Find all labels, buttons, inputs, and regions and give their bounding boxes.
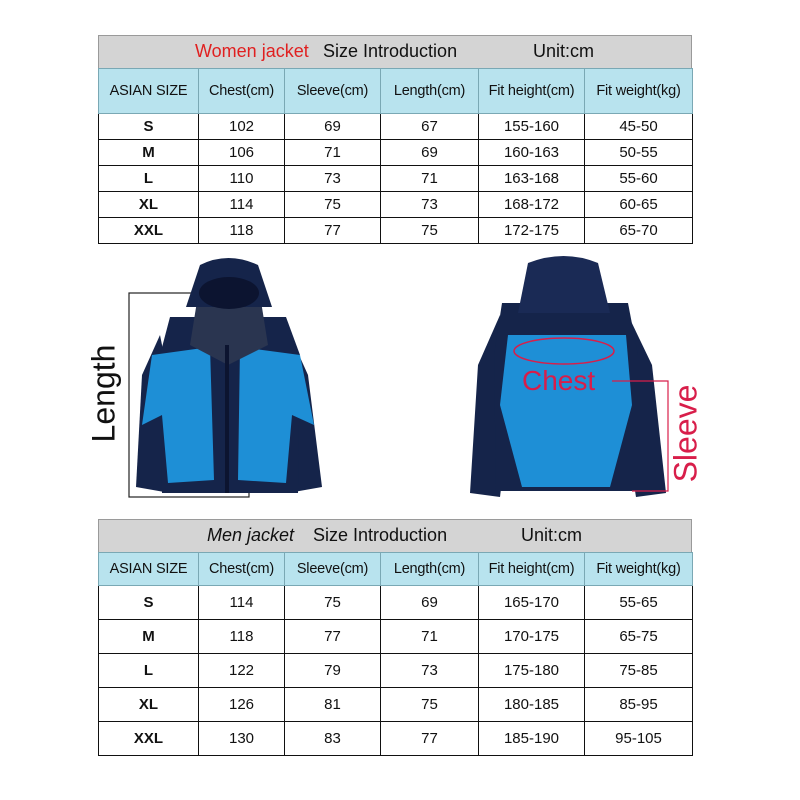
sleeve-cell: 75 — [285, 192, 381, 218]
women-table-title-bar — [98, 35, 692, 68]
header-sleeve: Sleeve(cm) — [285, 69, 381, 114]
header-chest: Chest(cm) — [199, 69, 285, 114]
size-cell: M — [99, 140, 199, 166]
sleeve-cell: 81 — [285, 688, 381, 722]
length-cell: 75 — [381, 218, 479, 244]
chest-cell: 118 — [199, 620, 285, 654]
chest-cell: 102 — [199, 114, 285, 140]
length-cell: 69 — [381, 140, 479, 166]
men-table-title-suffix: Size Introduction — [313, 525, 448, 545]
size-cell: XXL — [99, 218, 199, 244]
men-size-table — [98, 519, 692, 756]
fit-height-cell: 180-185 — [479, 688, 585, 722]
length-cell: 73 — [381, 192, 479, 218]
chest-cell: 114 — [199, 192, 285, 218]
fit-weight-cell: 65-75 — [585, 620, 693, 654]
men-size-grid — [98, 552, 693, 756]
size-cell: XL — [99, 192, 199, 218]
length-cell: 77 — [381, 722, 479, 756]
sleeve-cell: 79 — [285, 654, 381, 688]
table-row — [99, 688, 693, 722]
chest-cell: 114 — [199, 586, 285, 620]
chest-cell: 130 — [199, 722, 285, 756]
fit-height-cell: 172-175 — [479, 218, 585, 244]
sleeve-cell: 83 — [285, 722, 381, 756]
fit-weight-cell: 55-65 — [585, 586, 693, 620]
table-row — [99, 586, 693, 620]
women-table-unit: Unit:cm — [533, 41, 595, 61]
table-row — [99, 722, 693, 756]
length-cell: 69 — [381, 586, 479, 620]
fit-weight-cell: 60-65 — [585, 192, 693, 218]
fit-height-cell: 155-160 — [479, 114, 585, 140]
fit-weight-cell: 45-50 — [585, 114, 693, 140]
table-row — [99, 192, 693, 218]
header-sleeve: Sleeve(cm) — [285, 553, 381, 586]
fit-weight-cell: 95-105 — [585, 722, 693, 756]
sleeve-cell: 77 — [285, 218, 381, 244]
header-asian-size: ASIAN SIZE — [99, 553, 199, 586]
women-header-row — [99, 69, 693, 114]
fit-height-cell: 165-170 — [479, 586, 585, 620]
table-row — [99, 218, 693, 244]
men-table-title-bar — [98, 519, 692, 552]
table-row — [99, 166, 693, 192]
header-fit-weight: Fit weight(kg) — [585, 69, 693, 114]
header-fit-height: Fit height(cm) — [479, 553, 585, 586]
fit-height-cell: 185-190 — [479, 722, 585, 756]
fit-weight-cell: 75-85 — [585, 654, 693, 688]
fit-weight-cell: 55-60 — [585, 166, 693, 192]
size-cell: L — [99, 166, 199, 192]
chest-cell: 106 — [199, 140, 285, 166]
size-cell: XXL — [99, 722, 199, 756]
chest-cell: 110 — [199, 166, 285, 192]
fit-height-cell: 168-172 — [479, 192, 585, 218]
sleeve-cell: 71 — [285, 140, 381, 166]
length-label: Length — [85, 344, 122, 443]
fit-height-cell: 170-175 — [479, 620, 585, 654]
jacket-front-illustration — [90, 255, 360, 505]
fit-weight-cell: 65-70 — [585, 218, 693, 244]
chest-cell: 126 — [199, 688, 285, 722]
size-cell: XL — [99, 688, 199, 722]
length-cell: 75 — [381, 688, 479, 722]
header-chest: Chest(cm) — [199, 553, 285, 586]
header-length: Length(cm) — [381, 553, 479, 586]
header-fit-weight: Fit weight(kg) — [585, 553, 693, 586]
women-table-title: Women jacket — [195, 41, 309, 61]
sleeve-cell: 73 — [285, 166, 381, 192]
men-header-row — [99, 553, 693, 586]
fit-height-cell: 160-163 — [479, 140, 585, 166]
sleeve-cell: 77 — [285, 620, 381, 654]
chest-label: Chest — [522, 365, 596, 396]
sleeve-cell: 69 — [285, 114, 381, 140]
size-cell: S — [99, 586, 199, 620]
fit-height-cell: 163-168 — [479, 166, 585, 192]
women-table-title-suffix: Size Introduction — [323, 41, 458, 61]
fit-weight-cell: 85-95 — [585, 688, 693, 722]
table-row — [99, 620, 693, 654]
length-cell: 73 — [381, 654, 479, 688]
length-cell: 71 — [381, 620, 479, 654]
size-cell: S — [99, 114, 199, 140]
men-table-unit: Unit:cm — [521, 525, 583, 545]
chest-cell: 122 — [199, 654, 285, 688]
table-row — [99, 654, 693, 688]
header-fit-height: Fit height(cm) — [479, 69, 585, 114]
fit-height-cell: 175-180 — [479, 654, 585, 688]
sleeve-label: Sleeve — [667, 384, 704, 483]
women-size-table — [98, 35, 692, 244]
table-row — [99, 140, 693, 166]
women-size-grid — [98, 68, 693, 244]
size-cell: L — [99, 654, 199, 688]
sleeve-cell: 75 — [285, 586, 381, 620]
men-table-title: Men jacket — [207, 525, 295, 545]
length-cell: 67 — [381, 114, 479, 140]
table-row — [99, 114, 693, 140]
header-asian-size: ASIAN SIZE — [99, 69, 199, 114]
length-cell: 71 — [381, 166, 479, 192]
size-cell: M — [99, 620, 199, 654]
fit-weight-cell: 50-55 — [585, 140, 693, 166]
jacket-back-figure — [460, 255, 704, 505]
header-length: Length(cm) — [381, 69, 479, 114]
chest-cell: 118 — [199, 218, 285, 244]
jacket-front-figure — [85, 255, 360, 505]
